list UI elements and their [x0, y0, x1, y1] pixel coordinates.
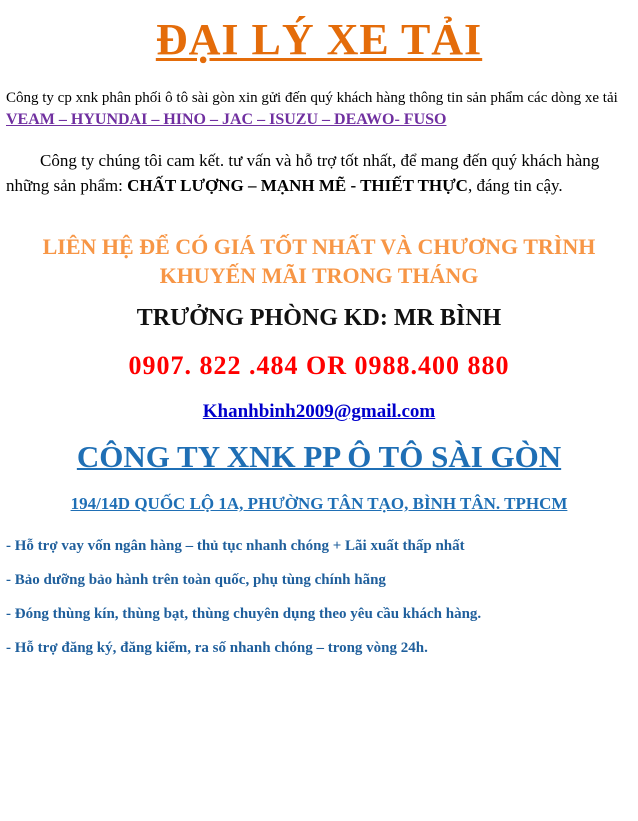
list-item: - Đóng thùng kín, thùng bạt, thùng chuyên dụng theo yêu cầu khách hàng.	[6, 606, 482, 622]
commitment-text-before: Công ty chúng tôi cam kết. tư vấn và hỗ trợ tốt nhất, để mang đến quý khách hàng những sản phẩm:	[6, 151, 600, 195]
company-name: CÔNG TY XNK PP Ô TÔ SÀI GÒN	[76, 439, 562, 474]
contact-promo-line-2: KHUYẾN MÃI TRONG THÁNG	[159, 263, 479, 288]
contact-promo-line-1: LIÊN HỆ ĐỂ CÓ GIÁ TỐT NHẤT VÀ CHƯƠNG TRÌNH	[42, 234, 596, 259]
email-link[interactable]: Khanhbinh2009@gmail.com	[202, 401, 436, 422]
contact-promo-heading	[0, 232, 638, 290]
company-address: 194/14D QUỐC LỘ 1A, PHƯỜNG TÂN TẠO, BÌNH TÂN. TPHCM	[70, 494, 568, 513]
intro-text: Công ty cp xnk phân phối ô tô sài gòn xin gửi đến quý khách hàng thông tin sản phẩm các dòng xe tải	[6, 90, 618, 106]
commitment-paragraph	[6, 148, 631, 198]
list-item: - Hỗ trợ đăng ký, đăng kiểm, ra số nhanh chóng – trong vòng 24h.	[6, 640, 428, 656]
page-title: ĐẠI LÝ XE TẢI	[155, 15, 483, 64]
commitment-highlight: CHẤT LƯỢNG – MẠNH MẼ - THIẾT THỰC	[127, 176, 468, 195]
feature-list	[6, 536, 631, 672]
email-line	[0, 400, 638, 424]
phone-numbers: 0907. 822 .484 OR 0988.400 880	[128, 351, 510, 380]
brand-list: VEAM – HYUNDAI – HINO – JAC – ISUZU – DEAWO- FUSO	[6, 111, 447, 128]
commitment-text-after: , đáng tin cậy.	[467, 176, 563, 195]
sales-manager: TRƯỞNG PHÒNG KD: MR BÌNH	[136, 305, 502, 331]
list-item: - Bảo dưỡng bảo hành trên toàn quốc, phụ tùng chính hãng	[6, 572, 386, 588]
list-item: - Hỗ trợ vay vốn ngân hàng – thủ tục nhanh chóng + Lãi xuất thấp nhất	[6, 538, 465, 554]
intro-paragraph	[6, 88, 631, 131]
